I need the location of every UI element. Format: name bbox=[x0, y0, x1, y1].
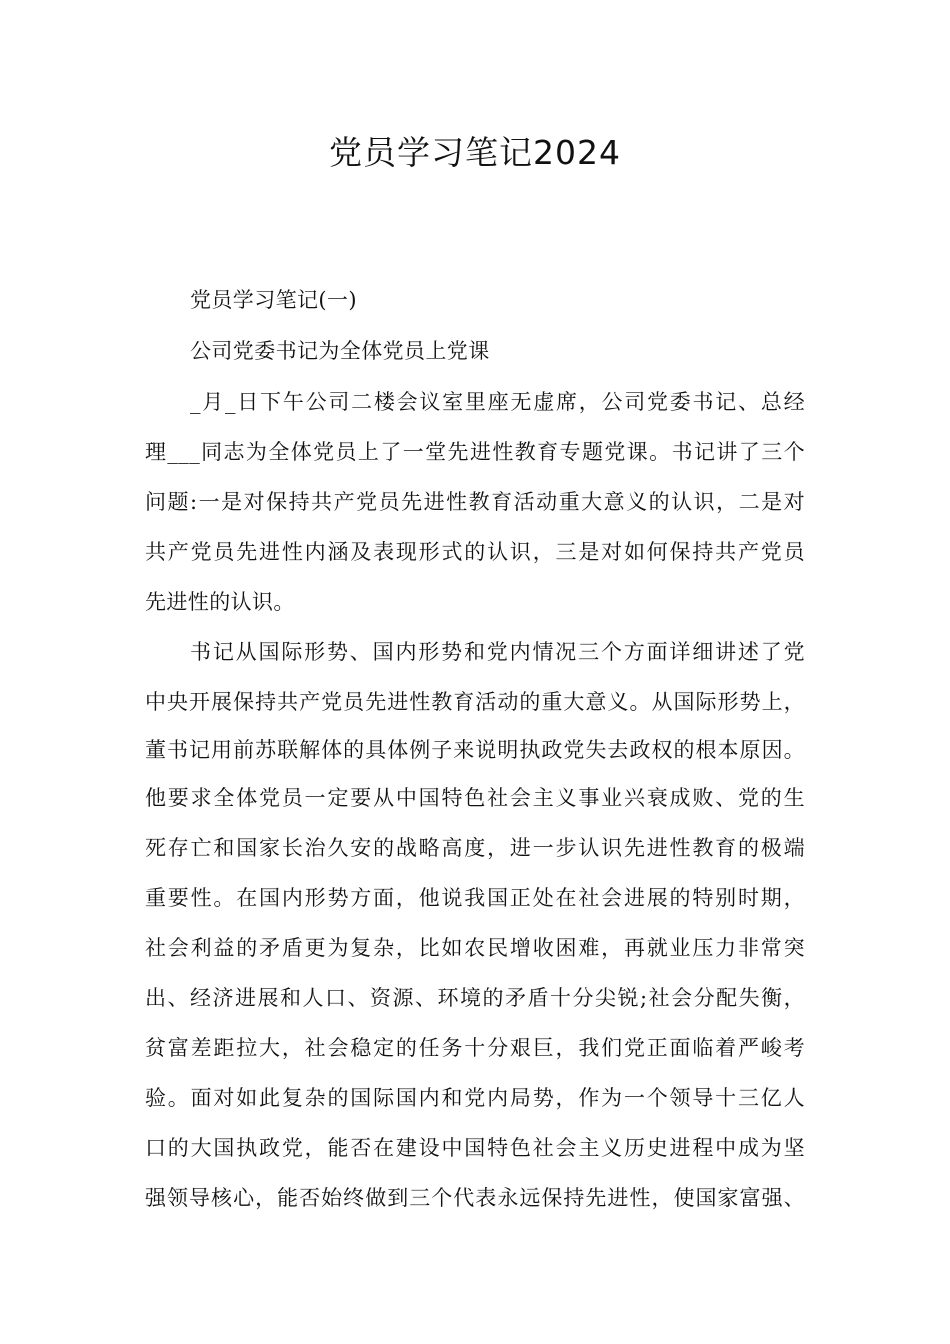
paragraph-line: 书记从国际形势、国内形势和党内情况三个方面详细讲述了党 bbox=[190, 640, 805, 664]
document-title: 党员学习笔记2024 bbox=[329, 133, 621, 172]
paragraph-line: 验。面对如此复杂的国际国内和党内局势，作为一个领导十三亿人 bbox=[145, 1086, 805, 1110]
paragraph-line: 董书记用前苏联解体的具体例子来说明执政党失去政权的根本原因。 bbox=[145, 738, 805, 762]
paragraph-line: 贫富差距拉大，社会稳定的任务十分艰巨，我们党正面临着严峻考 bbox=[145, 1036, 805, 1060]
paragraph-line: 口的大国执政党，能否在建设中国特色社会主义历史进程中成为坚 bbox=[145, 1136, 805, 1160]
paragraph-line: 死存亡和国家长治久安的战略高度，进一步认识先进性教育的极端 bbox=[145, 836, 805, 860]
paragraph-line: 社会利益的矛盾更为复杂，比如农民增收困难，再就业压力非常突 bbox=[145, 936, 805, 960]
paragraph-line: 共产党员先进性内涵及表现形式的认识，三是对如何保持共产党员 bbox=[145, 540, 805, 564]
paragraph-line: 先进性的认识。 bbox=[145, 590, 295, 614]
paragraph-line: 中央开展保持共产党员先进性教育活动的重大意义。从国际形势上， bbox=[145, 690, 805, 714]
section-heading: 党员学习笔记(一) bbox=[190, 288, 357, 312]
paragraph-line: 问题:一是对保持共产党员先进性教育活动重大意义的认识，二是对 bbox=[145, 490, 805, 514]
paragraph-line: 他要求全体党员一定要从中国特色社会主义事业兴衰成败、党的生 bbox=[145, 786, 805, 810]
paragraph-line: 重要性。在国内形势方面，他说我国正处在社会进展的特别时期， bbox=[145, 886, 805, 910]
subheading: 公司党委书记为全体党员上党课 bbox=[190, 339, 490, 363]
paragraph-line: 理___同志为全体党员上了一堂先进性教育专题党课。书记讲了三个 bbox=[145, 440, 805, 464]
paragraph-line: _月_日下午公司二楼会议室里座无虚席，公司党委书记、总经 bbox=[190, 390, 805, 414]
paragraph-line: 强领导核心，能否始终做到三个代表永远保持先进性，使国家富强、 bbox=[145, 1186, 805, 1210]
paragraph-line: 出、经济进展和人口、资源、环境的矛盾十分尖锐;社会分配失衡， bbox=[145, 986, 805, 1010]
